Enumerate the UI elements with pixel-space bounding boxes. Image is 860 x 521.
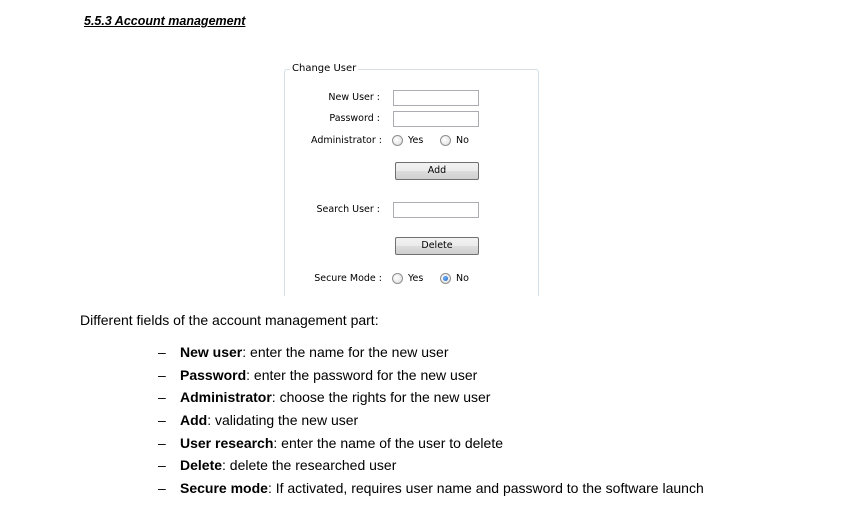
field-term: User research bbox=[180, 434, 274, 451]
field-term: Secure mode bbox=[180, 480, 268, 497]
secure-yes-radio-button[interactable] bbox=[392, 273, 403, 284]
secure-no-radio-button[interactable] bbox=[440, 273, 451, 284]
admin-yes-radio[interactable] bbox=[392, 135, 423, 146]
secure-yes-radio[interactable] bbox=[392, 273, 423, 284]
password-input[interactable] bbox=[393, 111, 479, 127]
field-list bbox=[158, 343, 704, 502]
list-item bbox=[158, 366, 704, 389]
list-item bbox=[158, 343, 704, 366]
list-item bbox=[158, 456, 704, 479]
change-user-legend: Change User bbox=[292, 63, 357, 74]
secure-mode-label: Secure Mode : bbox=[314, 273, 382, 284]
delete-button[interactable]: Delete bbox=[395, 237, 479, 255]
secure-yes-label: Yes bbox=[408, 273, 424, 284]
list-item bbox=[158, 479, 704, 502]
field-desc: : validating the new user bbox=[207, 412, 359, 429]
admin-no-label: No bbox=[456, 135, 469, 146]
bullet-dash: – bbox=[158, 344, 166, 360]
add-button[interactable]: Add bbox=[395, 162, 479, 180]
field-term: Administrator bbox=[180, 389, 272, 406]
admin-no-radio[interactable] bbox=[440, 135, 469, 146]
field-desc: : enter the name of the user to delete bbox=[273, 434, 503, 451]
admin-yes-label: Yes bbox=[408, 135, 424, 146]
search-user-input[interactable] bbox=[393, 202, 479, 218]
bullet-dash: – bbox=[158, 366, 166, 383]
intro-text: Different fields of the account management part: bbox=[80, 312, 379, 328]
bullet-dash: – bbox=[158, 480, 166, 497]
field-desc: : delete the researched user bbox=[222, 457, 397, 474]
bullet-dash: – bbox=[158, 457, 166, 474]
search-user-label: Search User : bbox=[316, 204, 380, 215]
field-desc: : enter the name for the new user bbox=[242, 344, 449, 360]
field-term: Password bbox=[180, 366, 247, 383]
field-desc: : If activated, requires user name and password to the software launch bbox=[267, 480, 704, 497]
field-term: Add bbox=[180, 412, 208, 429]
new-user-input[interactable] bbox=[393, 90, 479, 106]
bullet-dash: – bbox=[158, 412, 166, 429]
password-label: Password : bbox=[329, 113, 380, 124]
list-item bbox=[158, 411, 704, 434]
secure-no-label: No bbox=[456, 273, 469, 284]
bullet-dash: – bbox=[158, 434, 166, 451]
section-title: 5.5.3 Account management bbox=[84, 14, 246, 28]
secure-no-radio[interactable] bbox=[440, 273, 469, 284]
admin-no-radio-button[interactable] bbox=[440, 135, 451, 146]
list-item bbox=[158, 434, 704, 457]
field-term: New user bbox=[180, 344, 243, 360]
list-item bbox=[158, 388, 704, 411]
field-desc: : choose the rights for the new user bbox=[271, 389, 491, 406]
new-user-label: New User : bbox=[328, 92, 380, 103]
field-term: Delete bbox=[180, 457, 223, 474]
bullet-dash: – bbox=[158, 389, 166, 406]
admin-yes-radio-button[interactable] bbox=[392, 135, 403, 146]
field-desc: : enter the password for the new user bbox=[246, 366, 478, 383]
administrator-label: Administrator : bbox=[311, 135, 382, 146]
